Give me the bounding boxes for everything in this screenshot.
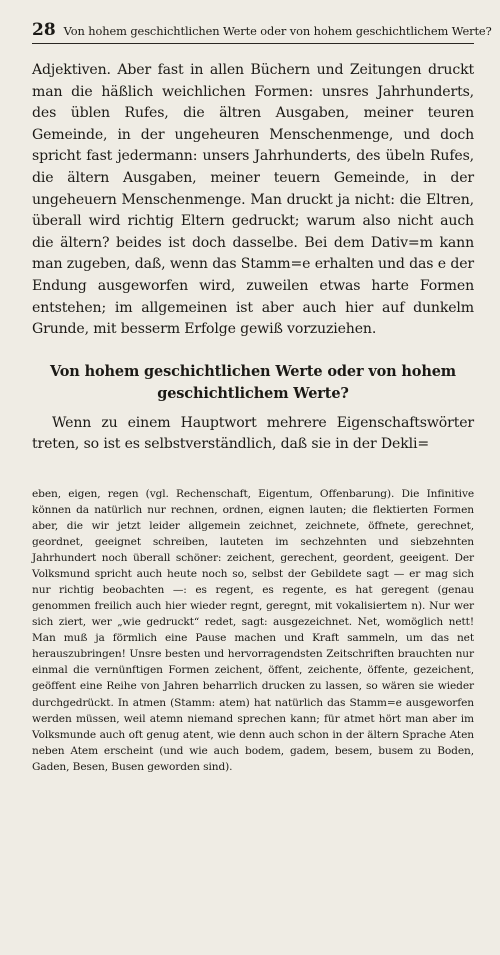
paragraph: Wenn zu einem Hauptwort mehrere Eigenschaftswörter treten, so ist es selbstverständlich, daß sie in der Dekli= xyxy=(32,414,474,453)
page-header xyxy=(32,20,492,44)
paragraph: Adjektiven. Aber fast in allen Büchern und Zeitungen druckt man die häßlich weichlichen Formen: unsres Jahrhunderts, des üblen Rufes, die ältren Ausgaben, meiner teuren Gemeinde, in der ungeheuren Menschenmenge, und doch spricht fast jedermann: unsers Jahrhunderts, des übeln Rufes, die ältern Ausgaben, meiner teuern Gemeinde, in der ungeheuern Menschenmenge. Man druckt ja nicht: die Eltren, überall wird richtig Eltern gedruckt; warum also nicht auch die ältern? beides ist doch dasselbe. Bei dem Dativ=m kann man zugeben, daß, wenn das Stamm=e erhalten und das e der Endung ausgeworfen wird, zuweilen etwas harte Formen entstehen; im allgemeinen ist aber auch hier auf dunkelm Grunde, mit besserm Erfolge gewiß vorzuziehen. xyxy=(32,62,474,338)
section-heading: Von hohem geschichtlichen Werte oder von hohem geschichtlichem Werte? xyxy=(49,362,456,402)
footnote-text: eben, eigen, regen (vgl. Rechenschaft, Eigentum, Offenbarung). Die Infinitive können da natürlich nur rechnen, ordnen, eignen lauten; die flektierten Formen aber, die wir jetzt leider allgemein zeichnet, zeichnete, öffnete, gerechnet, geordnet, geeignet schreiben, lauteten im sechzehnten und siebzehnten Jahrhundert noch überall schöner: zeichent, gerechent, geordent, geeigent. Der Volksmund spricht auch heute noch so, selbst der Gebildete sagt — er mag sich nur richtig beobachten —: es regent, es regente, es hat geregent (genau genommen freilich auch hier wieder regnt, geregnt, mit vokalisiertem n). Nur wer sich ziert, wer „wie gedruckt“ redet, sagt: ausgezeichnet. Net, womöglich nett! Man muß ja förmlich eine Pause machen und Kraft sammeln, um das net herauszubringen! Unsre besten und hervorragendsten Zeitschriften brauchten nur einmal die vernünftigen Formen zeichent, öffent, zeichente, öffente, gezeichent, geöffent eine Reihe von Jahren beharrlich drucken zu lassen, so wären sie wieder durchgedrückt. In atmen (Stamm: atem) hat natürlich das Stamm=e ausgeworfen werden müssen, weil atemn niemand sprechen kann; für atmet hört man aber im Volksmunde auch oft genug atent, wie denn auch schon in der ältern Sprache Aten neben Atem erscheint (und wie auch bodem, gadem, besem, busem zu Boden, Gaden, Besen, Busen geworden sind). xyxy=(32,487,474,773)
footnote xyxy=(32,486,474,775)
running-head: Von hohem geschichtlichen Werte oder von hohem geschichtlichem Werte? xyxy=(63,24,492,38)
main-text xyxy=(32,60,474,456)
page-number: 28 xyxy=(32,20,56,40)
